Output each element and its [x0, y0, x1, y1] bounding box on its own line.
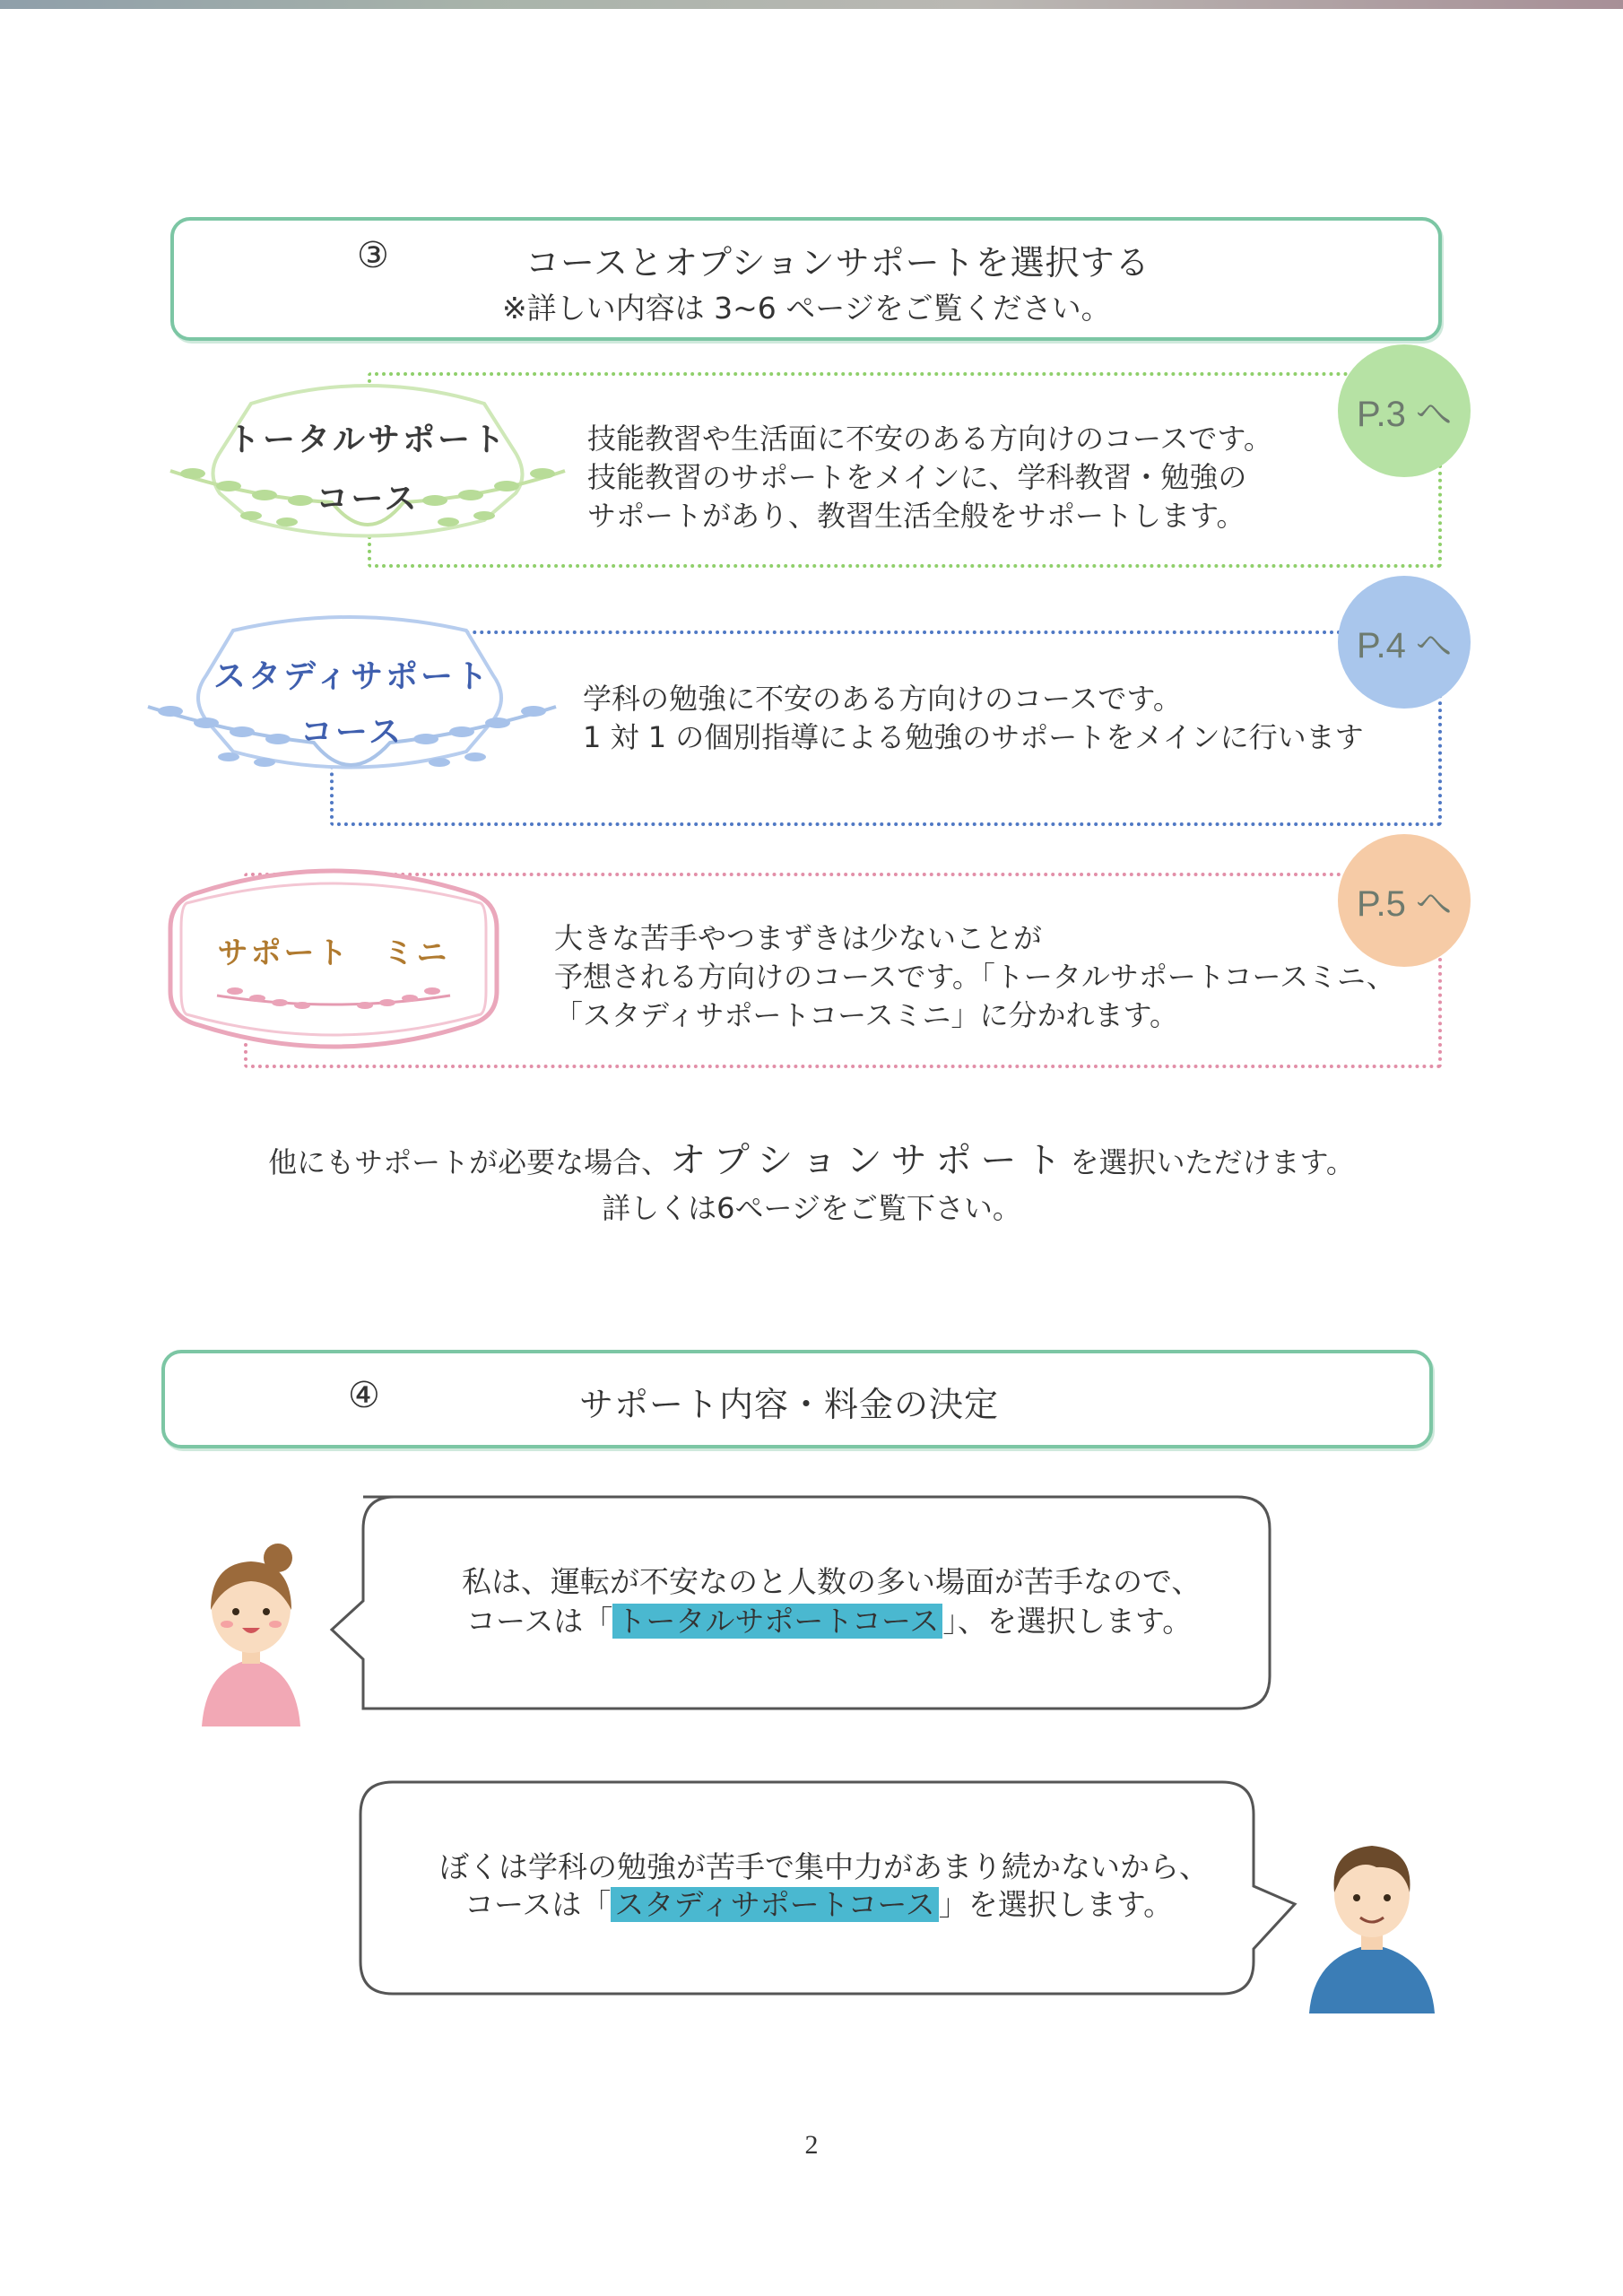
study-support-label-line2: コース	[299, 714, 404, 751]
study-support-page-link[interactable]: P.4 へ	[1338, 576, 1471, 709]
step3-subtitle: ※詳しい内容は 3~6 ページをご覧ください。	[502, 291, 1111, 326]
man-avatar	[1305, 1830, 1439, 2013]
support-mini-badge	[163, 857, 504, 1058]
bubble-1-suffix: 」、を選択します。	[942, 1604, 1193, 1639]
total-support-page-link[interactable]: P.3 へ	[1338, 344, 1471, 477]
total-support-desc-line: サポートがあり、教習生活全般をサポートします。	[587, 499, 1245, 533]
study-support-desc-line: 1 対 1 の個別指導による勉強のサポートをメインに行います	[583, 720, 1364, 754]
bubble-1-prefix: コースは「	[466, 1604, 613, 1639]
support-mini-desc-line: 予想される方向けのコースです。「トータルサポートコースミニ、	[554, 960, 1395, 994]
step3-title: コースとオプションサポートを選択する	[525, 243, 1150, 283]
total-support-desc-line: 技能教習のサポートをメインに、学科教習・勉強の	[587, 460, 1247, 494]
option-note-line2: 詳しくは6ページをご覧下さい。	[602, 1191, 1021, 1225]
option-note-emphasis: オプションサポート	[670, 1140, 1071, 1181]
bubble-2-highlight: スタディサポートコース	[611, 1887, 938, 1922]
support-mini-page-link[interactable]: P.5 へ	[1338, 834, 1471, 967]
support-mini-desc-line: 「スタディサポートコースミニ」に分かれます。	[554, 998, 1179, 1032]
study-support-description	[583, 680, 1364, 757]
study-support-label-line1: スタディサポート	[213, 658, 491, 695]
total-support-label-line2: コース	[316, 481, 420, 517]
total-support-desc-line: 技能教習や生活面に不安のある方向けのコースです。	[587, 422, 1272, 456]
option-support-note	[0, 1132, 1623, 1183]
support-mini-desc-line: 大きな苦手やつまずきは少ないことが	[554, 921, 1043, 955]
page-number: 2	[804, 2130, 819, 2160]
bubble-1-line2	[466, 1602, 1192, 1641]
bubble-1-line1: 私は、運転が不安なのと人数の多い場面が苦手なので、	[462, 1564, 1202, 1599]
step4-number: ④	[348, 1375, 380, 1416]
total-support-description	[587, 420, 1272, 535]
woman-avatar	[193, 1538, 309, 1726]
leaf-wreath-icon	[152, 368, 583, 565]
total-support-badge	[152, 368, 583, 565]
option-note-suffix: を選択いただけます。	[1070, 1145, 1355, 1179]
study-support-desc-line: 学科の勉強に不安のある方向けのコースです。	[583, 682, 1182, 716]
step4-title: サポート内容・料金の決定	[579, 1385, 1000, 1424]
bubble-2-suffix: 」を選択します。	[938, 1887, 1174, 1922]
support-mini-label: サポート ミニ	[217, 935, 450, 971]
option-note-prefix: 他にもサポートが必要な場合、	[268, 1145, 671, 1179]
study-support-badge	[135, 608, 569, 805]
bubble-2-prefix: コースは「	[464, 1887, 612, 1922]
step3-number: ③	[357, 235, 389, 276]
bubble-2-line2	[464, 1885, 1173, 1925]
bubble-2-line1: ぼくは学科の勉強が苦手で集中力があまり続かないから、	[439, 1849, 1209, 1884]
top-border	[0, 0, 1623, 9]
bubble-1-highlight: トータルサポートコース	[612, 1604, 942, 1639]
support-mini-description	[554, 919, 1395, 1035]
total-support-label-line1: トータルサポート	[227, 422, 508, 458]
